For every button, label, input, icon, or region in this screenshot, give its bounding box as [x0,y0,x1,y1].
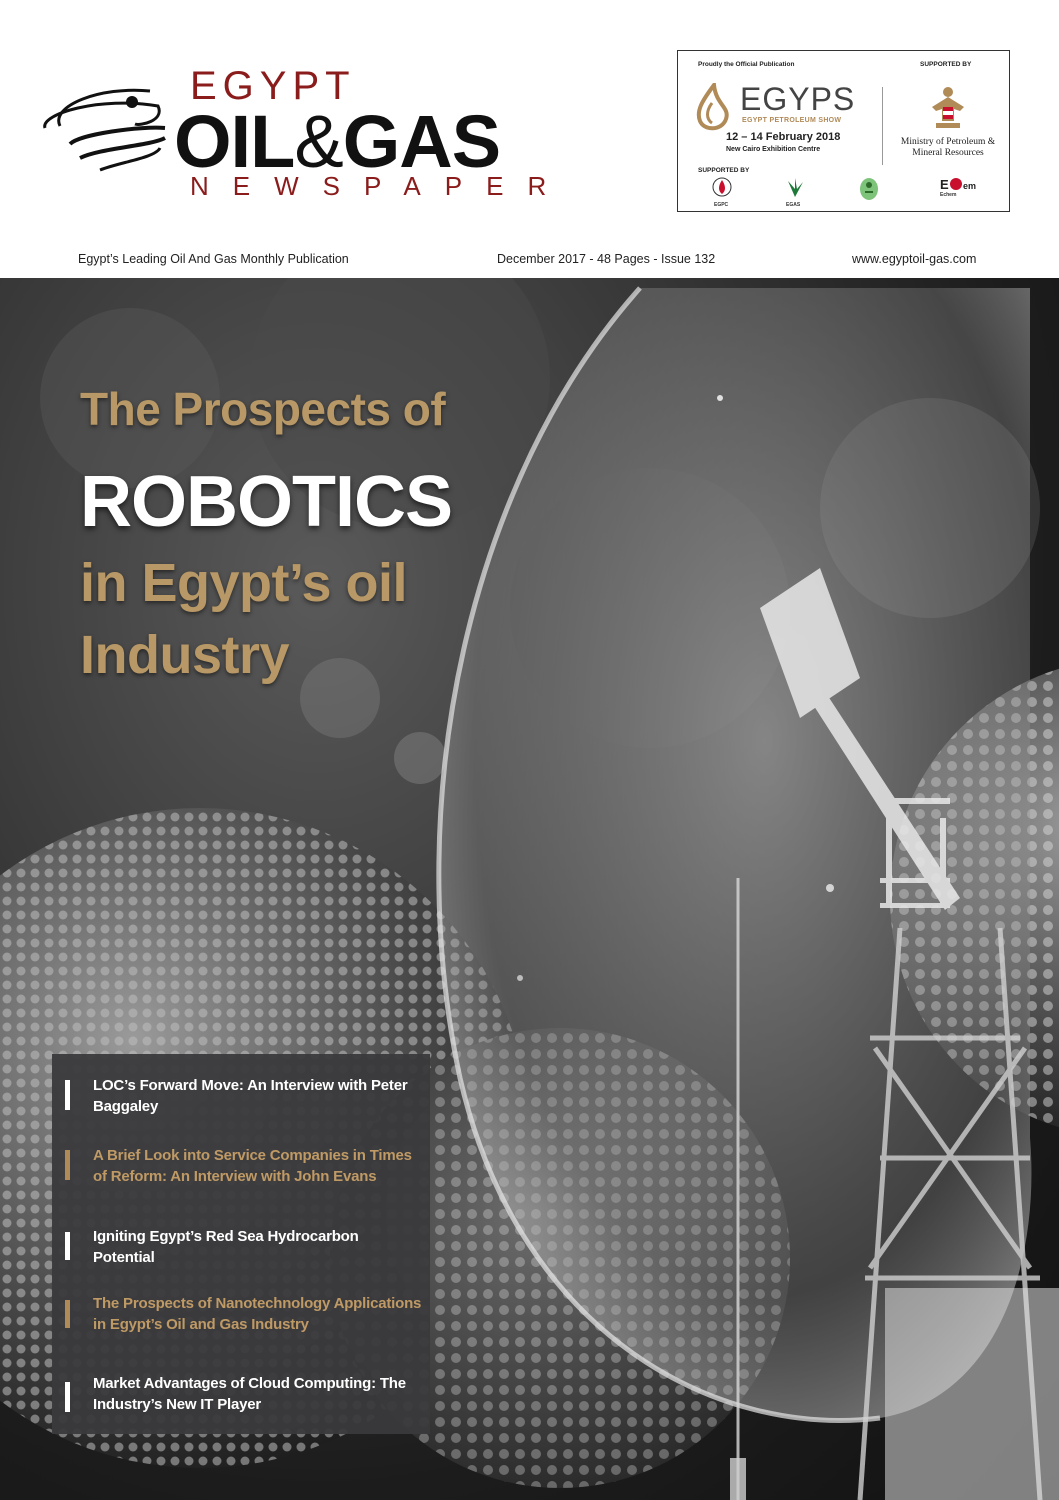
toc-item-text: A Brief Look into Service Companies in Times of Reform: An Interview with John Evans [93,1147,412,1185]
ministry-name: Ministry of Petroleum & Mineral Resources [900,137,996,158]
toc-item-text: The Prospects of Nanotechnology Applications in Egypt’s Oil and Gas Industry [93,1295,422,1333]
sponsor-box [677,50,1010,212]
egyps-venue: New Cairo Exhibition Centre [726,146,821,153]
svg-text:em: em [963,181,976,191]
toc-bullet-bar [65,1300,70,1328]
headline-line-2: ROBOTICS [80,462,453,542]
tagline: Egypt’s Leading Oil And Gas Monthly Publication [78,252,349,266]
masthead [0,0,1059,278]
toc-item-text: Igniting Egypt’s Red Sea Hydrocarbon Potential [93,1228,359,1266]
egas-logo-icon [784,177,806,199]
supported-by-label-top: SUPPORTED BY [920,61,972,68]
logo-newspaper-text: NEWSPAPER [190,171,571,201]
issue-info: December 2017 - 48 Pages - Issue 132 [497,252,716,266]
echem-label: Echem [940,192,957,198]
toc-bullet-bar [65,1150,70,1180]
toc-bullet-bar [65,1232,70,1260]
headline-line-3: in Egypt’s oil [80,553,408,613]
website-link[interactable]: www.egyptoil-gas.com [852,252,977,266]
egyps-full-name: EGYPT PETROLEUM SHOW [742,117,842,124]
egyps-event-name: EGYPS [740,81,856,117]
logo-oil-gas-text [174,100,501,183]
headline-line-4: Industry [80,625,290,685]
toc-item-text: Market Advantages of Cloud Computing: The Industry’s New IT Player [93,1375,406,1413]
logo-amp: & [294,100,343,183]
egpc-label: EGPC [714,202,729,208]
logo-oil: OIL [174,100,295,183]
headline-line-1: The Prospects of [80,383,446,435]
logo-gas: GAS [342,100,501,183]
sponsor-divider [882,87,883,165]
egyps-drop-icon [692,83,732,133]
toc-bullet-bar [65,1382,70,1412]
contents-panel [52,1054,430,1434]
logo-swirl-icon [40,66,170,176]
logo-egypt-text: EGYPT [190,64,356,108]
egyps-dates: 12 – 14 February 2018 [726,131,841,143]
egas-label: EGAS [786,202,801,208]
egypt-eagle-emblem-icon [928,85,968,131]
toc-bullet-bar [65,1080,70,1110]
ganope-logo-icon [858,177,880,201]
official-publication-label: Proudly the Official Publication [698,61,795,68]
echem-logo-icon [940,177,976,191]
svg-text:E: E [940,177,949,191]
toc-item-text: LOC’s Forward Move: An Interview with Peter Baggaley [93,1077,408,1115]
supported-by-label-bottom: SUPPORTED BY [698,167,750,174]
egpc-logo-icon [712,177,732,199]
